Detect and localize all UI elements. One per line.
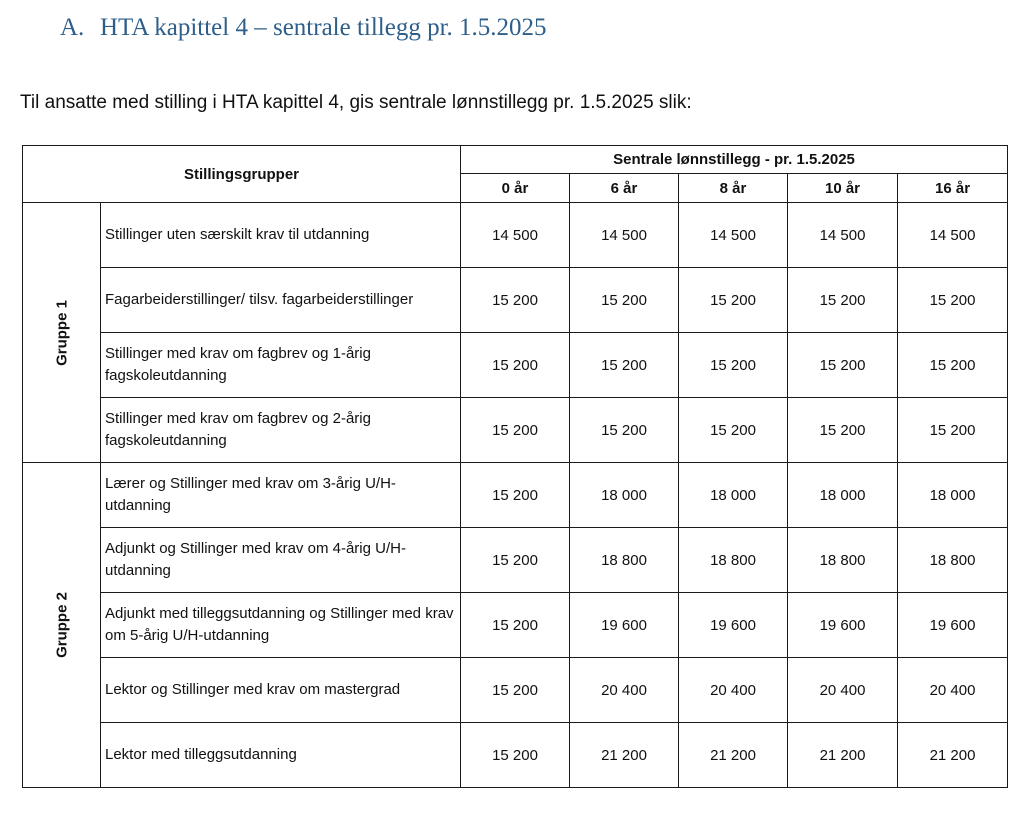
salary-value: 18 000 bbox=[898, 463, 1008, 528]
salary-value: 15 200 bbox=[461, 528, 570, 593]
section-number: A. bbox=[60, 14, 85, 41]
salary-value: 15 200 bbox=[898, 268, 1008, 333]
salary-value: 15 200 bbox=[898, 398, 1008, 463]
salary-value: 15 200 bbox=[461, 723, 570, 788]
salary-value: 18 800 bbox=[788, 528, 898, 593]
table-row bbox=[23, 593, 1008, 658]
salary-value: 15 200 bbox=[898, 333, 1008, 398]
salary-value: 14 500 bbox=[679, 203, 788, 268]
table-row bbox=[23, 528, 1008, 593]
salary-value: 15 200 bbox=[679, 268, 788, 333]
position-description: Lektor med tilleggsutdanning bbox=[101, 723, 461, 788]
table-row bbox=[23, 723, 1008, 788]
salary-value: 21 200 bbox=[898, 723, 1008, 788]
header-year: 10 år bbox=[788, 174, 898, 203]
header-year: 16 år bbox=[898, 174, 1008, 203]
salary-value: 18 000 bbox=[788, 463, 898, 528]
group-label: Gruppe 1 bbox=[53, 299, 70, 366]
table-row bbox=[23, 268, 1008, 333]
header-year: 0 år bbox=[461, 174, 570, 203]
salary-value: 15 200 bbox=[788, 398, 898, 463]
position-description: Stillinger uten særskilt krav til utdanning bbox=[101, 203, 461, 268]
salary-value: 14 500 bbox=[461, 203, 570, 268]
position-description: Adjunkt med tilleggsutdanning og Stillinger med krav om 5-årig U/H-utdanning bbox=[101, 593, 461, 658]
table-row bbox=[23, 398, 1008, 463]
table-row bbox=[23, 203, 1008, 268]
header-year: 8 år bbox=[679, 174, 788, 203]
table-body bbox=[23, 203, 1008, 788]
salary-value: 15 200 bbox=[461, 463, 570, 528]
table-row bbox=[23, 658, 1008, 723]
salary-value: 15 200 bbox=[679, 333, 788, 398]
salary-value: 15 200 bbox=[461, 268, 570, 333]
salary-value: 15 200 bbox=[461, 658, 570, 723]
section-heading bbox=[60, 14, 547, 42]
position-description: Lektor og Stillinger med krav om mastergrad bbox=[101, 658, 461, 723]
salary-value: 20 400 bbox=[898, 658, 1008, 723]
position-description: Stillinger med krav om fagbrev og 2-årig fagskoleutdanning bbox=[101, 398, 461, 463]
salary-value: 15 200 bbox=[570, 333, 679, 398]
header-year: 6 år bbox=[570, 174, 679, 203]
section-title: HTA kapittel 4 – sentrale tillegg pr. 1.5.2025 bbox=[100, 14, 547, 41]
salary-value: 14 500 bbox=[898, 203, 1008, 268]
salary-value: 21 200 bbox=[788, 723, 898, 788]
table-row bbox=[23, 333, 1008, 398]
salary-value: 14 500 bbox=[788, 203, 898, 268]
group-cell bbox=[23, 463, 101, 788]
header-stillingsgrupper: Stillingsgrupper bbox=[23, 146, 461, 203]
salary-value: 18 000 bbox=[570, 463, 679, 528]
position-description: Fagarbeiderstillinger/ tilsv. fagarbeiderstillinger bbox=[101, 268, 461, 333]
salary-value: 15 200 bbox=[461, 333, 570, 398]
salary-value: 19 600 bbox=[570, 593, 679, 658]
salary-value: 15 200 bbox=[461, 398, 570, 463]
salary-value: 15 200 bbox=[679, 398, 788, 463]
salary-value: 20 400 bbox=[570, 658, 679, 723]
salary-value: 19 600 bbox=[788, 593, 898, 658]
salary-value: 15 200 bbox=[788, 333, 898, 398]
salary-table bbox=[22, 145, 1008, 788]
salary-value: 21 200 bbox=[570, 723, 679, 788]
salary-value: 20 400 bbox=[679, 658, 788, 723]
table-row bbox=[23, 463, 1008, 528]
position-description: Lærer og Stillinger med krav om 3-årig U/H-utdanning bbox=[101, 463, 461, 528]
position-description: Adjunkt og Stillinger med krav om 4-årig U/H-utdanning bbox=[101, 528, 461, 593]
salary-value: 15 200 bbox=[570, 268, 679, 333]
salary-value: 19 600 bbox=[898, 593, 1008, 658]
salary-value: 15 200 bbox=[788, 268, 898, 333]
intro-text: Til ansatte med stilling i HTA kapittel 4, gis sentrale lønnstillegg pr. 1.5.2025 slik: bbox=[20, 92, 692, 113]
salary-value: 18 800 bbox=[570, 528, 679, 593]
group-label: Gruppe 2 bbox=[53, 592, 70, 658]
position-description: Stillinger med krav om fagbrev og 1-årig fagskoleutdanning bbox=[101, 333, 461, 398]
group-cell bbox=[23, 203, 101, 463]
salary-value: 21 200 bbox=[679, 723, 788, 788]
salary-value: 14 500 bbox=[570, 203, 679, 268]
salary-value: 18 000 bbox=[679, 463, 788, 528]
header-sentrale-lonnstillegg: Sentrale lønnstillegg - pr. 1.5.2025 bbox=[461, 146, 1008, 174]
salary-value: 19 600 bbox=[679, 593, 788, 658]
salary-value: 18 800 bbox=[898, 528, 1008, 593]
salary-value: 20 400 bbox=[788, 658, 898, 723]
salary-value: 18 800 bbox=[679, 528, 788, 593]
salary-value: 15 200 bbox=[461, 593, 570, 658]
salary-value: 15 200 bbox=[570, 398, 679, 463]
